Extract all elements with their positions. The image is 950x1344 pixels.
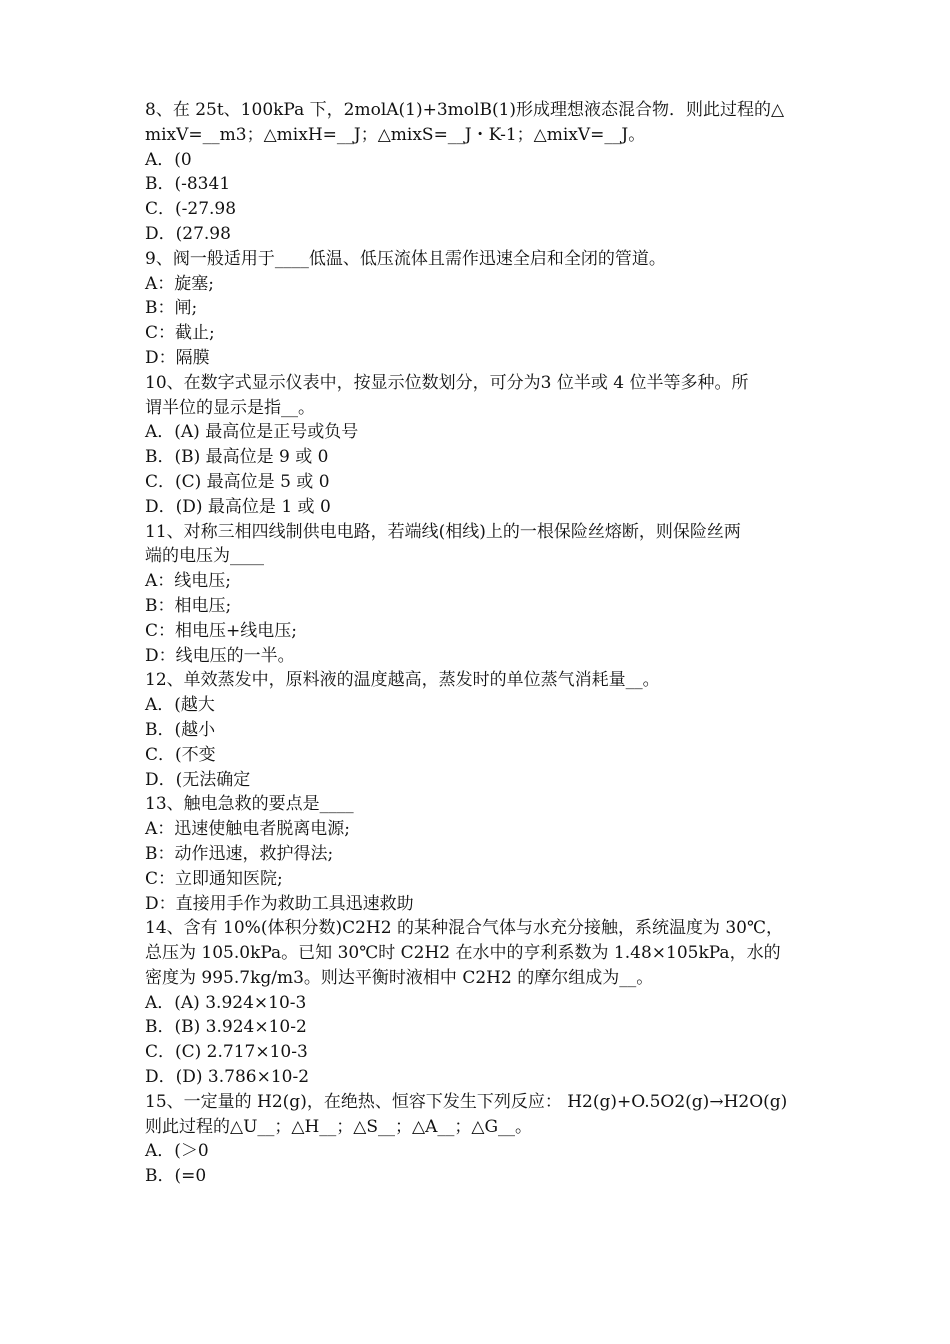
question-12-option-d: D．(无法确定	[145, 769, 251, 790]
question-14-line-1: 14、含有 10%(体积分数)C2H2 的某种混合气体与水充分接触，系统温度为 30℃，	[145, 918, 784, 939]
question-12-option-c: C．(不变	[145, 744, 216, 765]
question-15-option-a: A．(＞0	[145, 1141, 209, 1162]
question-8-option-b: B．(-8341	[145, 174, 231, 195]
question-9-option-c: C：截止;	[145, 323, 215, 344]
question-9-option-b: B：闸;	[145, 298, 198, 319]
question-8-line-2: mixV=__m3；△mixH=__J；△mixS=__J・K-1；△mixV=__J。	[145, 124, 646, 145]
question-11-option-a: A：线电压;	[145, 571, 232, 592]
question-13-option-d: D：直接用手作为救助工具迅速救助	[145, 893, 414, 914]
question-13-option-a: A：迅速使触电者脱离电源;	[145, 819, 351, 840]
question-11-line-1: 11、对称三相四线制供电电路，若端线(相线)上的一根保险丝熔断，则保险丝两	[145, 521, 741, 542]
question-9-line-1: 9、阀一般适用于____低温、低压流体且需作迅速全启和全闭的管道。	[145, 248, 666, 269]
question-list	[145, 98, 810, 1189]
question-14-option-c: C．(C) 2.717×10-3	[145, 1042, 308, 1063]
question-15-option-b: B．(=0	[145, 1166, 207, 1187]
question-8-option-d: D．(27.98	[145, 223, 231, 244]
question-11-option-c: C：相电压+线电压;	[145, 620, 297, 641]
question-10-option-c: C．(C) 最高位是 5 或 0	[145, 471, 330, 492]
question-13-option-c: C：立即通知医院;	[145, 868, 283, 889]
question-10-option-b: B．(B) 最高位是 9 或 0	[145, 447, 329, 468]
question-14-line-3: 密度为 995.7kg/m3。则达平衡时液相中 C2H2 的摩尔组成为__。	[145, 967, 654, 988]
question-11-option-d: D：线电压的一半。	[145, 645, 295, 666]
question-14-option-d: D．(D) 3.786×10-2	[145, 1067, 310, 1088]
question-11-line-2: 端的电压为____	[145, 546, 264, 567]
question-10-option-a: A．(A) 最高位是正号或负号	[145, 422, 359, 443]
question-14-option-b: B．(B) 3.924×10-2	[145, 1017, 307, 1038]
question-8-line-1: 8、在 25t、100kPa 下，2molA(1)+3molB(1)形成理想液态混合物．则此过程的△	[145, 100, 785, 120]
question-13-option-b: B：动作迅速，救护得法;	[145, 843, 334, 864]
question-14-option-a: A．(A) 3.924×10-3	[145, 992, 307, 1013]
question-9-option-a: A：旋塞;	[145, 273, 215, 294]
question-13-line-1: 13、触电急救的要点是____	[145, 794, 354, 815]
question-8-option-c: C．(-27.98	[145, 199, 237, 220]
question-12-line-1: 12、单效蒸发中，原料液的温度越高，蒸发时的单位蒸气消耗量__。	[145, 670, 660, 691]
question-12-option-b: B．(越小	[145, 719, 216, 740]
question-8-option-a: A．(0	[145, 149, 192, 170]
question-15-line-1: 15、一定量的 H2(g)，在绝热、恒容下发生下列反应： H2(g)+O.5O2(g)→H2O(g)	[145, 1091, 788, 1112]
question-10-line-2: 谓半位的显示是指__。	[145, 397, 315, 418]
question-10-line-1: 10、在数字式显示仪表中，按显示位数划分，可分为3 位半或 4 位半等多种。所	[145, 372, 749, 393]
question-15-line-2: 则此过程的△U__；△H__；△S__；△A__；△G__。	[145, 1116, 533, 1137]
question-10-option-d: D．(D) 最高位是 1 或 0	[145, 496, 331, 517]
question-14-line-2: 总压为 105.0kPa。已知 30℃时 C2H2 在水中的亨利系数为 1.48×105kPa，水的	[145, 943, 781, 964]
question-9-option-d: D：隔膜	[145, 347, 210, 368]
question-11-option-b: B：相电压;	[145, 595, 232, 616]
question-12-option-a: A．(越大	[145, 695, 215, 716]
